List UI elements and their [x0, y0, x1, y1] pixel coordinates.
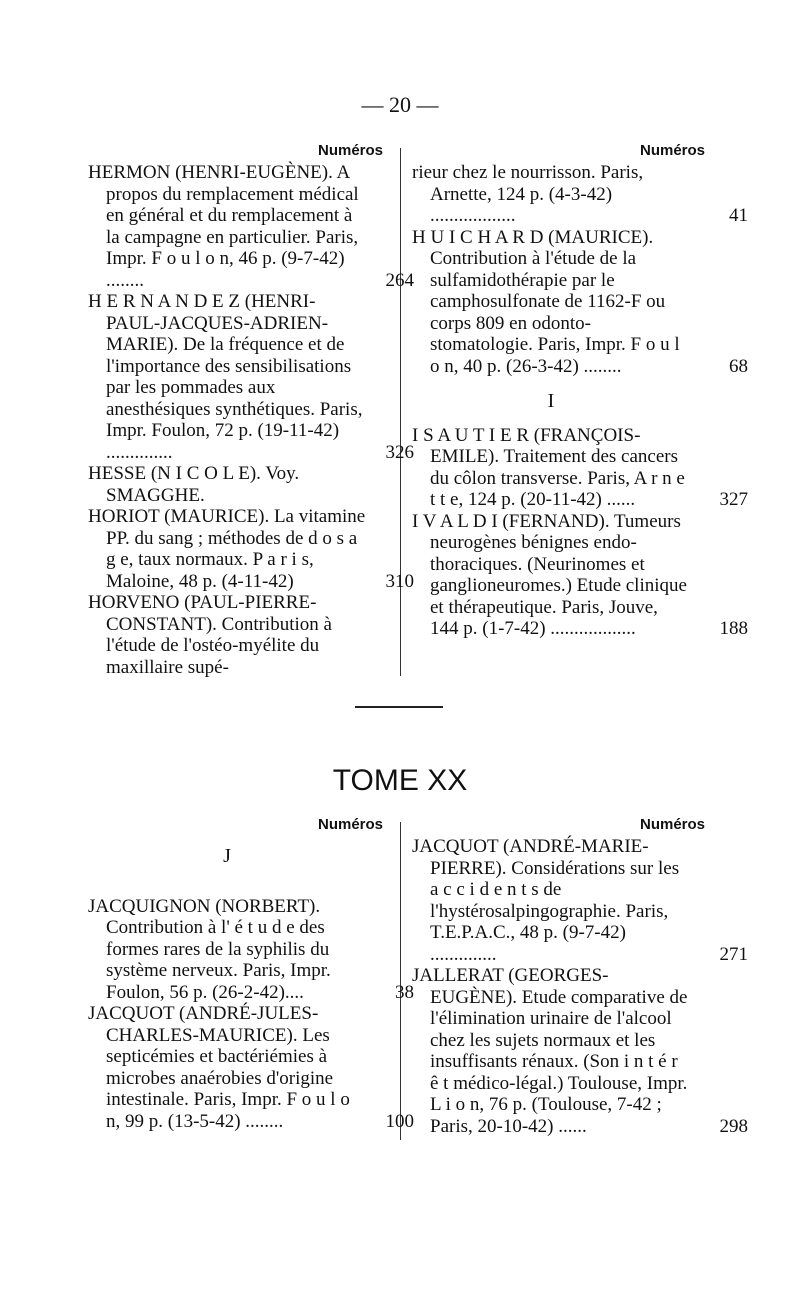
entry-text: HERMON (HENRI-EUGÈNE). A propos du remplacement médical en général et du remplacement à la campagne en particulier. Paris, Impr. F o u l o n, 46 p. (9-7-42) ........ [88, 162, 359, 291]
left-column-top [88, 162, 414, 678]
entry-number: 327 [719, 489, 748, 510]
entry-number: 188 [719, 618, 748, 639]
entry-number: 41 [729, 205, 748, 226]
index-entry [412, 836, 748, 965]
entry-text: JALLERAT (GEORGES-EUGÈNE). Etude comparative de l'élimination urinaire de l'alcool chez les sujets normaux et les insuffisants rénaux. (Son i n t é r ê t médico-légal.) Toulouse, Impr. L i o n, 76 p. (Toulouse, 7-42 ; Paris, 20-10-42) ...... [412, 965, 688, 1137]
index-entry [412, 510, 748, 640]
entry-text: HORIOT (MAURICE). La vitamine PP. du sang ; méthodes de d o s a g e, taux normaux. P a r i s, Maloine, 48 p. (4-11-42) [88, 506, 366, 592]
right-column-top [412, 162, 748, 640]
index-entry [88, 162, 414, 291]
entry-text: JACQUOT (ANDRÉ-MARIE-PIERRE). Considérations sur les a c c i d e n t s de l'hystérosalpingographie. Paris, T.E.P.A.C., 48 p. (9-7-42) .............. [412, 836, 680, 965]
index-entry [412, 226, 748, 378]
entry-text: HORVENO (PAUL-PIERRE-CONSTANT). Contribution à l'étude de l'ostéo-myélite du maxillaire supé- [88, 592, 332, 678]
section-rule [355, 706, 443, 708]
section-letter: J [223, 845, 231, 867]
entry-text: I S A U T I E R (FRANÇOIS-EMILE). Traitement des cancers du côlon transverse. Paris, A r n e t t e, 124 p. (20-11-42) ...... [412, 424, 685, 510]
entry-number: 68 [729, 355, 748, 377]
index-entry [412, 162, 748, 227]
tome-title: TOME XX [332, 764, 468, 797]
entry-number: 326 [385, 441, 414, 463]
index-entry [88, 895, 414, 1004]
index-entry [88, 592, 366, 678]
entry-number: 100 [385, 1110, 414, 1132]
entry-number: 310 [385, 570, 414, 592]
page-number: — 20 — [361, 92, 439, 117]
index-entry [412, 965, 748, 1137]
index-entry [412, 424, 748, 511]
section-letter: I [547, 390, 555, 412]
column-header-left: Numéros [318, 816, 384, 833]
index-entry [88, 463, 366, 506]
entry-number: 271 [719, 943, 748, 965]
column-divider [400, 148, 401, 676]
entry-number: 298 [719, 1115, 748, 1137]
entry-text: HESSE (N I C O L E). Voy. SMAGGHE. [88, 463, 300, 506]
entry-number: 38 [395, 981, 414, 1003]
entry-text: JACQUOT (ANDRÉ-JULES-CHARLES-MAURICE). Les septicémies et bactériémies à microbes anaérobies d'origine intestinale. Paris, Impr. F o u l o n, 99 p. (13-5-42) ........ [88, 1003, 350, 1132]
left-column-bottom [88, 836, 414, 1132]
entry-number: 264 [385, 269, 414, 291]
column-header-left: Numéros [318, 142, 384, 159]
column-header-right: Numéros [640, 142, 706, 159]
entry-text: H U I C H A R D (MAURICE). Contribution à l'étude de la sulfamidothérapie par le camphosulfonate de 1162-F ou corps 809 en odonto-stomatologie. Paris, Impr. F o u l o n, 40 p. (26-3-42) ........ [412, 226, 680, 377]
index-entry [88, 1003, 414, 1132]
entry-text: I V A L D I (FERNAND). Tumeurs neurogènes bénignes endo-thoraciques. (Neurinomes et ganglioneuromes.) Etude clinique et thérapeutique. Paris, Jouve, 144 p. (1-7-42) .................. [412, 510, 687, 639]
index-entry [88, 506, 414, 592]
entry-text: JACQUIGNON (NORBERT). Contribution à l' é t u d e des formes rares de la syphilis du système nerveux. Paris, Impr. Foulon, 56 p. (26-2-42).... [88, 895, 331, 1003]
entry-text: H E R N A N D E Z (HENRI-PAUL-JACQUES-ADRIEN-MARIE). De la fréquence et de l'importance des sensibilisations par les pommades aux anesthésiques synthétiques. Paris, Impr. Foulon, 72 p. (19-11-42) .............. [88, 291, 363, 463]
column-header-right: Numéros [640, 816, 706, 833]
entry-text: rieur chez le nourrisson. Paris, Arnette, 124 p. (4-3-42) .................. [412, 162, 644, 226]
right-column-bottom [412, 836, 748, 1137]
index-entry [88, 291, 414, 463]
